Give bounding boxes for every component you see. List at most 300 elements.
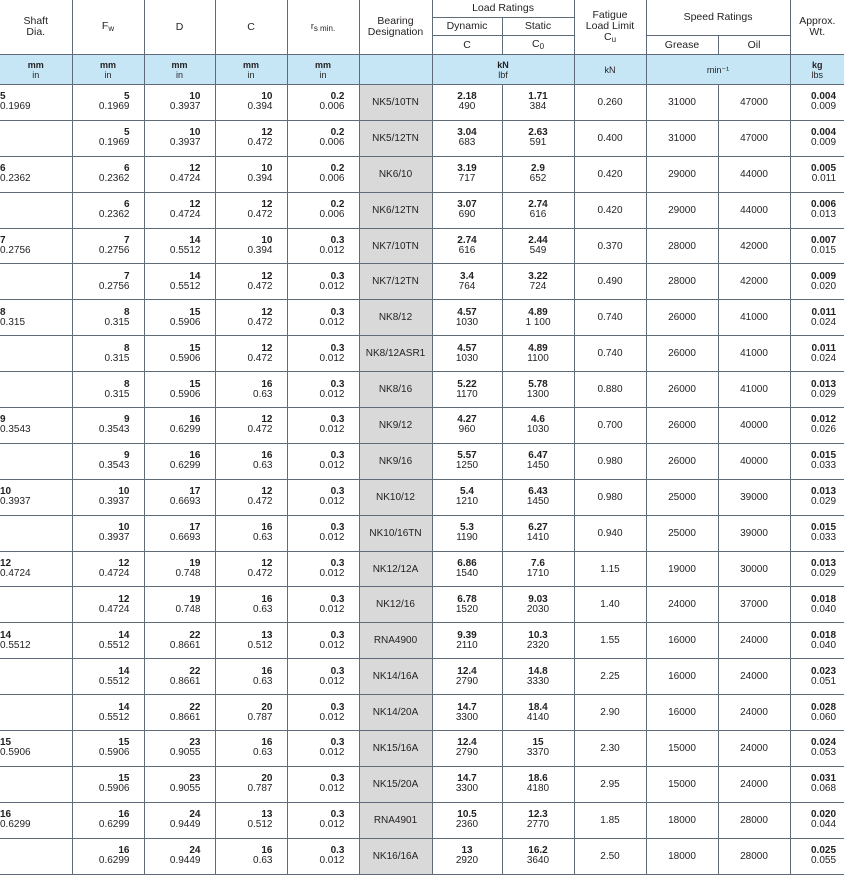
cell-d-primary: 23 [189,737,201,749]
cell-rs-min [287,587,359,623]
cell-fw-secondary: 0.4724 [98,603,130,615]
table-row [0,731,844,767]
cell-static-secondary: 1450 [526,496,550,508]
cell-static [502,587,574,623]
cell-shaft-dia [0,443,72,479]
cell-rs-min-secondary: 0.012 [319,675,345,687]
cell-grease: 26000 [646,300,718,336]
cell-rs-min-primary: 0.3 [330,558,345,570]
table-row [0,85,844,121]
cell-d [144,587,215,623]
cell-c-primary: 16 [261,378,273,390]
cell-d [144,623,215,659]
cell-rs-min [287,85,359,121]
cell-fw [72,192,144,228]
cell-fatigue: 1.55 [574,623,646,659]
cell-static-secondary: 1030 [526,424,550,436]
cell-dynamic [432,838,502,874]
cell-d-secondary: 0.9449 [169,819,201,831]
cell-dynamic-primary: 9.39 [457,629,477,641]
cell-fw-secondary: 0.5906 [98,747,130,759]
cell-dynamic-primary: 13 [461,845,473,857]
cell-dynamic [432,731,502,767]
cell-dynamic-primary: 6.86 [457,558,477,570]
cell-rs-min-primary: 0.3 [330,665,345,677]
cell-dynamic [432,551,502,587]
cell-static [502,372,574,408]
cell-c-primary: 12 [261,270,273,282]
cell-rs-min [287,838,359,874]
cell-static-primary: 5.78 [528,378,548,390]
unit-load [432,55,574,85]
cell-dynamic [432,228,502,264]
cell-d [144,659,215,695]
table-row [0,479,844,515]
cell-c [215,838,287,874]
unit-rs-in: in [319,69,327,80]
cell-d-primary: 24 [189,809,201,821]
cell-dynamic-secondary: 2110 [456,639,478,651]
cell-static-primary: 3.22 [528,270,548,282]
cell-fw-primary: 16 [118,845,130,857]
table-row [0,551,844,587]
cell-fw-primary: 10 [118,486,130,498]
table-row [0,623,844,659]
cell-c-primary: 20 [261,701,273,713]
unit-d-in: in [175,69,183,80]
header-load-ratings-label: Load Ratings [472,2,534,14]
unit-weight-kg: kg [812,59,823,70]
cell-grease: 26000 [646,408,718,444]
cell-fw [72,551,144,587]
cell-rs-min [287,731,359,767]
cell-dynamic [432,336,502,372]
cell-shaft-dia: 8 0.315 [0,300,72,336]
cell-oil: 47000 [718,85,790,121]
cell-d-secondary: 0.5512 [169,280,201,292]
cell-grease: 16000 [646,623,718,659]
cell-weight [790,372,844,408]
cell-dynamic-secondary: 1250 [455,460,479,472]
cell-weight [790,85,844,121]
cell-fw-primary: 9 [123,450,130,462]
cell-shaft-dia: 10 0.3937 [0,479,72,515]
cell-static-secondary: 4140 [526,711,550,723]
cell-d [144,300,215,336]
cell-c [215,551,287,587]
cell-static-secondary: 591 [529,137,547,149]
header-stat-symbol-label: $C_0$ [531,37,545,51]
cell-oil: 44000 [718,192,790,228]
cell-weight [790,443,844,479]
cell-static [502,85,574,121]
unit-d-mm: mm [171,59,188,70]
cell-d [144,515,215,551]
cell-static-secondary: 384 [529,101,547,113]
cell-dynamic-secondary: 683 [458,137,476,149]
header-speed-ratings [646,0,790,36]
table-row [0,300,844,336]
cell-d-primary: 12 [189,163,201,175]
cell-c-primary: 13 [261,809,273,821]
cell-c-primary: 10 [261,91,273,103]
unit-load-kn: kN [497,59,509,70]
cell-static-primary: 6.43 [528,486,548,498]
cell-static-primary: 2.74 [528,199,548,211]
cell-designation: NK14/20A [359,695,432,731]
cell-weight-primary: 0.020 [811,809,837,821]
cell-rs-min-secondary: 0.012 [319,460,345,472]
table-row [0,228,844,264]
cell-fatigue: 1.40 [574,587,646,623]
cell-weight [790,408,844,444]
cell-d-secondary: 0.5906 [169,388,201,400]
cell-weight-primary: 0.025 [811,845,837,857]
cell-static [502,515,574,551]
cell-c-primary: 12 [261,558,273,570]
cell-c [215,731,287,767]
cell-rs-min-primary: 0.3 [330,522,345,534]
cell-d-primary: 23 [189,773,201,785]
cell-rs-min-secondary: 0.012 [319,783,345,795]
cell-static-primary: 2.9 [531,163,545,175]
cell-dynamic-primary: 3.19 [457,163,477,175]
unit-designation-blank [359,55,432,85]
cell-fw-primary: 9 [123,414,130,426]
cell-oil: 39000 [718,479,790,515]
cell-dynamic-secondary: 1540 [455,568,479,580]
cell-weight-secondary: 0.040 [811,639,837,651]
header-d [144,0,215,55]
cell-c-primary: 12 [261,127,273,139]
cell-fatigue: 0.980 [574,443,646,479]
cell-fw-secondary: 0.315 [104,388,130,400]
cell-rs-min-primary: 0.3 [330,486,345,498]
cell-designation: NK12/16 [359,587,432,623]
cell-c-secondary: 0.512 [247,819,273,831]
cell-c-primary: 16 [261,737,273,749]
header-grease-label: Grease [664,38,700,51]
table-row [0,443,844,479]
cell-static-primary: 18.4 [528,701,548,713]
cell-d-primary: 17 [189,486,201,498]
header-rs-min [287,0,359,55]
header-fatigue-label: Fatigue Load Limit $C_u$ [585,9,635,44]
cell-static-primary: 4.89 [528,342,548,354]
cell-rs-min [287,479,359,515]
cell-fatigue: 0.490 [574,264,646,300]
cell-weight [790,587,844,623]
cell-dynamic-secondary: 3300 [455,711,479,723]
cell-static [502,120,574,156]
cell-weight [790,228,844,264]
cell-c-secondary: 0.472 [247,137,273,149]
cell-rs-min-primary: 0.3 [330,701,345,713]
table-row [0,408,844,444]
cell-fatigue: 2.90 [574,695,646,731]
cell-rs-min-primary: 0.2 [330,163,345,175]
cell-c [215,300,287,336]
cell-fatigue: 2.25 [574,659,646,695]
cell-designation: NK7/12TN [359,264,432,300]
cell-dynamic [432,659,502,695]
cell-rs-min [287,156,359,192]
cell-weight-secondary: 0.053 [811,747,837,759]
cell-d-primary: 10 [189,127,201,139]
cell-c [215,515,287,551]
cell-shaft-dia [0,372,72,408]
cell-weight-primary: 0.015 [811,522,837,534]
cell-shaft-dia: 9 0.3543 [0,408,72,444]
cell-fw-primary: 8 [123,306,130,318]
cell-weight-secondary: 0.040 [811,603,837,615]
cell-shaft-dia: 6 0.2362 [0,156,72,192]
cell-designation: NK5/12TN [359,120,432,156]
cell-rs-min-primary: 0.3 [330,450,345,462]
table-row [0,695,844,731]
cell-static [502,228,574,264]
cell-c-secondary: 0.394 [247,245,273,256]
cell-rs-min-secondary: 0.006 [319,137,345,149]
unit-speed [646,55,790,85]
cell-shaft-dia: 12 0.4724 [0,551,72,587]
cell-weight-secondary: 0.029 [811,388,837,400]
header-dyn-symbol [432,36,502,55]
cell-oil: 24000 [718,623,790,659]
cell-grease: 18000 [646,838,718,874]
cell-fw-secondary: 0.2362 [98,209,130,221]
cell-oil: 42000 [718,228,790,264]
cell-designation: RNA4900 [359,623,432,659]
cell-c [215,695,287,731]
cell-rs-min-secondary: 0.012 [319,388,345,400]
header-grease [646,36,718,55]
cell-oil: 40000 [718,408,790,444]
header-stat-symbol [502,36,574,55]
cell-rs-min-primary: 0.2 [330,91,345,103]
cell-designation: NK8/12ASR1 [359,336,432,372]
cell-d-primary: 22 [189,629,201,641]
cell-d [144,479,215,515]
cell-rs-min [287,264,359,300]
cell-d-secondary: 0.3937 [169,137,201,149]
unit-weight-lbs: lbs [811,69,824,80]
cell-dynamic [432,85,502,121]
cell-c [215,192,287,228]
cell-oil: 41000 [718,336,790,372]
cell-fatigue: 0.880 [574,372,646,408]
cell-weight [790,300,844,336]
cell-weight-primary: 0.015 [811,450,837,462]
cell-static-primary: 12.3 [528,809,548,821]
cell-fatigue: 0.420 [574,156,646,192]
header-designation-label: Bearing Designation [367,15,424,38]
cell-static [502,156,574,192]
cell-rs-min [287,443,359,479]
cell-weight [790,479,844,515]
unit-fw-mm: mm [99,59,116,70]
cell-fw-primary: 16 [118,809,130,821]
cell-grease: 28000 [646,228,718,264]
unit-fw-in: in [104,69,112,80]
cell-weight-secondary: 0.013 [811,209,837,221]
cell-c-secondary: 0.472 [247,496,273,508]
cell-oil: 47000 [718,120,790,156]
cell-fatigue: 1.15 [574,551,646,587]
cell-rs-min [287,623,359,659]
cell-static-secondary: 1300 [526,388,550,400]
cell-c-secondary: 0.787 [247,783,273,795]
header-weight-label: Approx. Wt. [799,15,836,38]
cell-fw-secondary: 0.315 [104,316,130,328]
cell-dynamic-primary: 2.18 [457,91,477,103]
cell-rs-min [287,659,359,695]
header-designation [359,0,432,55]
cell-d-primary: 19 [189,593,201,605]
cell-rs-min-primary: 0.3 [330,306,345,318]
cell-c [215,659,287,695]
cell-weight-secondary: 0.015 [811,245,837,256]
cell-rs-min-secondary: 0.012 [319,819,345,831]
cell-weight-secondary: 0.009 [811,137,837,149]
cell-rs-min-secondary: 0.012 [319,316,345,328]
cell-c-secondary: 0.63 [253,532,273,544]
cell-weight-secondary: 0.055 [811,855,837,867]
cell-designation: NK12/12A [359,551,432,587]
cell-rs-min-secondary: 0.012 [319,603,345,615]
cell-fw-primary: 14 [118,665,130,677]
cell-d-primary: 12 [189,199,201,211]
cell-weight-secondary: 0.020 [811,280,837,292]
cell-dynamic-secondary: 1170 [456,388,478,400]
header-oil [718,36,790,55]
cell-static-secondary: 1100 [527,352,549,364]
cell-oil: 41000 [718,372,790,408]
cell-static-secondary: 724 [529,280,547,292]
cell-dynamic-primary: 5.4 [460,486,474,498]
cell-fw-secondary: 0.5906 [98,783,130,795]
cell-c-secondary: 0.63 [253,747,273,759]
cell-grease: 25000 [646,479,718,515]
cell-weight-secondary: 0.011 [811,173,837,185]
cell-static [502,408,574,444]
cell-rs-min [287,300,359,336]
cell-static-primary: 4.6 [531,414,545,426]
cell-weight-primary: 0.011 [811,342,837,354]
cell-c-primary: 12 [261,199,273,211]
cell-d-secondary: 0.8661 [169,639,201,651]
cell-shaft-dia: 16 0.6299 [0,802,72,838]
cell-fw [72,408,144,444]
cell-static-secondary: 2030 [526,603,550,615]
cell-fw [72,443,144,479]
cell-c-primary: 12 [261,486,273,498]
cell-fatigue: 0.980 [574,479,646,515]
cell-designation: NK15/20A [359,766,432,802]
cell-dynamic-primary: 10.5 [457,809,477,821]
table-row [0,587,844,623]
cell-c-secondary: 0.512 [247,639,273,651]
cell-d [144,228,215,264]
header-static [502,18,574,36]
cell-d [144,695,215,731]
cell-d [144,838,215,874]
cell-dynamic [432,372,502,408]
cell-rs-min-primary: 0.2 [330,127,345,139]
cell-shaft-dia: 5 0.1969 [0,85,72,121]
cell-weight-primary: 0.005 [811,163,837,175]
cell-weight-secondary: 0.044 [811,819,837,831]
cell-c-primary: 10 [261,235,273,246]
unit-weight [790,55,844,85]
cell-c-primary: 16 [261,593,273,605]
cell-dynamic [432,623,502,659]
cell-c [215,264,287,300]
cell-rs-min-secondary: 0.012 [319,711,345,723]
table-row [0,515,844,551]
cell-fw [72,479,144,515]
cell-d [144,264,215,300]
cell-oil: 28000 [718,802,790,838]
cell-static [502,443,574,479]
cell-fw-secondary: 0.1969 [98,101,130,113]
cell-static-primary: 6.27 [528,522,548,534]
cell-dynamic-primary: 5.57 [457,450,477,462]
cell-weight-secondary: 0.009 [811,101,837,113]
cell-fw-primary: 10 [118,522,130,534]
cell-c [215,479,287,515]
cell-c-secondary: 0.472 [247,209,273,221]
cell-dynamic-secondary: 616 [458,245,476,256]
cell-static-secondary: 3640 [526,855,550,867]
cell-weight-secondary: 0.060 [811,711,837,723]
cell-fw [72,264,144,300]
cell-fw-primary: 15 [118,773,130,785]
cell-oil: 41000 [718,300,790,336]
unit-d [144,55,215,85]
cell-rs-min-primary: 0.3 [330,270,345,282]
cell-shaft-dia [0,659,72,695]
header-shaft-dia [0,0,72,55]
cell-weight-primary: 0.012 [811,414,837,426]
cell-d [144,443,215,479]
cell-fw [72,515,144,551]
unit-shaft-mm: mm [27,59,44,70]
cell-c-primary: 20 [261,773,273,785]
cell-static [502,264,574,300]
table-row [0,802,844,838]
cell-dynamic-primary: 14.7 [457,773,477,785]
cell-rs-min [287,120,359,156]
cell-dynamic-secondary: 3300 [455,783,479,795]
cell-dynamic-primary: 14.7 [457,701,477,713]
cell-shaft-dia [0,766,72,802]
cell-d [144,766,215,802]
cell-dynamic-secondary: 490 [458,101,476,113]
cell-dynamic-secondary: 690 [458,209,476,221]
cell-c-secondary: 0.63 [253,855,273,867]
cell-oil: 24000 [718,731,790,767]
cell-c-primary: 12 [261,306,273,318]
cell-rs-min-primary: 0.3 [330,378,345,390]
cell-weight-primary: 0.028 [811,701,837,713]
cell-dynamic-secondary: 1190 [456,532,478,544]
cell-designation: NK16/16A [359,838,432,874]
cell-rs-min-secondary: 0.012 [319,747,345,759]
cell-oil: 37000 [718,587,790,623]
cell-dynamic-primary: 12.4 [457,665,477,677]
header-fw-label: $F_w$ [101,19,115,33]
